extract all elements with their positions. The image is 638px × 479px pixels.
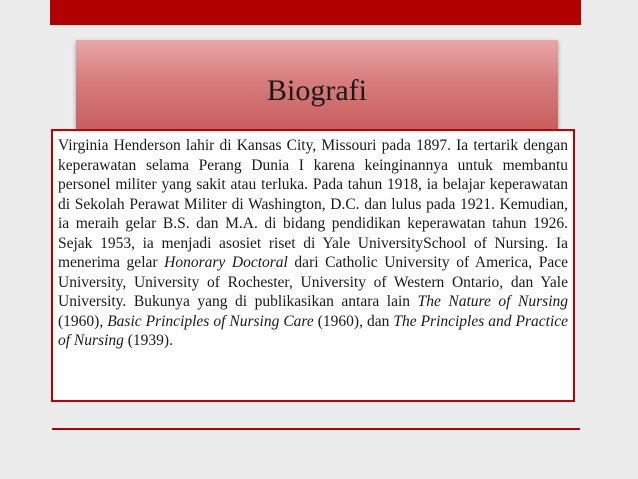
biography-text-box (51, 129, 575, 402)
bio-text-1: Virginia Henderson lahir di Kansas City, Missouri pada 1897. Ia tertarik dengan keperawatan selama Perang Dunia I karena keinginannya untuk membantu personel militer yang sakit atau terluka. Pada tahun 1918, ia belajar keperawatan di Sekolah Perawat Militer di Washington, D.C. dan lulus pada 1921. Kemudian, ia meraih gelar B.S. dan M.A. di bidang pendidikan keperawatan tahun 1926. Sejak 1953, ia menjadi asosiet riset di Yale UniversitySchool of Nursing. Ia menerima gelar (58, 137, 568, 271)
bio-italic-book-nature-of-nursing: The Nature of Nursing (417, 293, 568, 310)
bottom-divider-line (52, 428, 580, 430)
bio-text-3: (1960), (58, 312, 108, 330)
bio-text-2: dari Catholic University of America, Pace University, University of Rochester, University of Western Ontario, dan Yale University. Bukunya yang di publikasikan antara lain (58, 254, 568, 310)
bio-italic-book-principles-practice: The Principles and Practice of Nursing (58, 312, 569, 349)
title-banner (76, 40, 558, 129)
bio-italic-honorary-doctoral: Honorary Doctoral (164, 254, 288, 271)
slide-title: Biografi (267, 73, 367, 107)
biography-paragraph (58, 136, 568, 351)
bio-text-4: (1960), dan (313, 312, 394, 330)
top-accent-bar (50, 0, 581, 25)
bio-text-5: (1939). (123, 332, 173, 349)
bio-italic-book-basic-principles: Basic Principles of Nursing Care (107, 312, 314, 330)
